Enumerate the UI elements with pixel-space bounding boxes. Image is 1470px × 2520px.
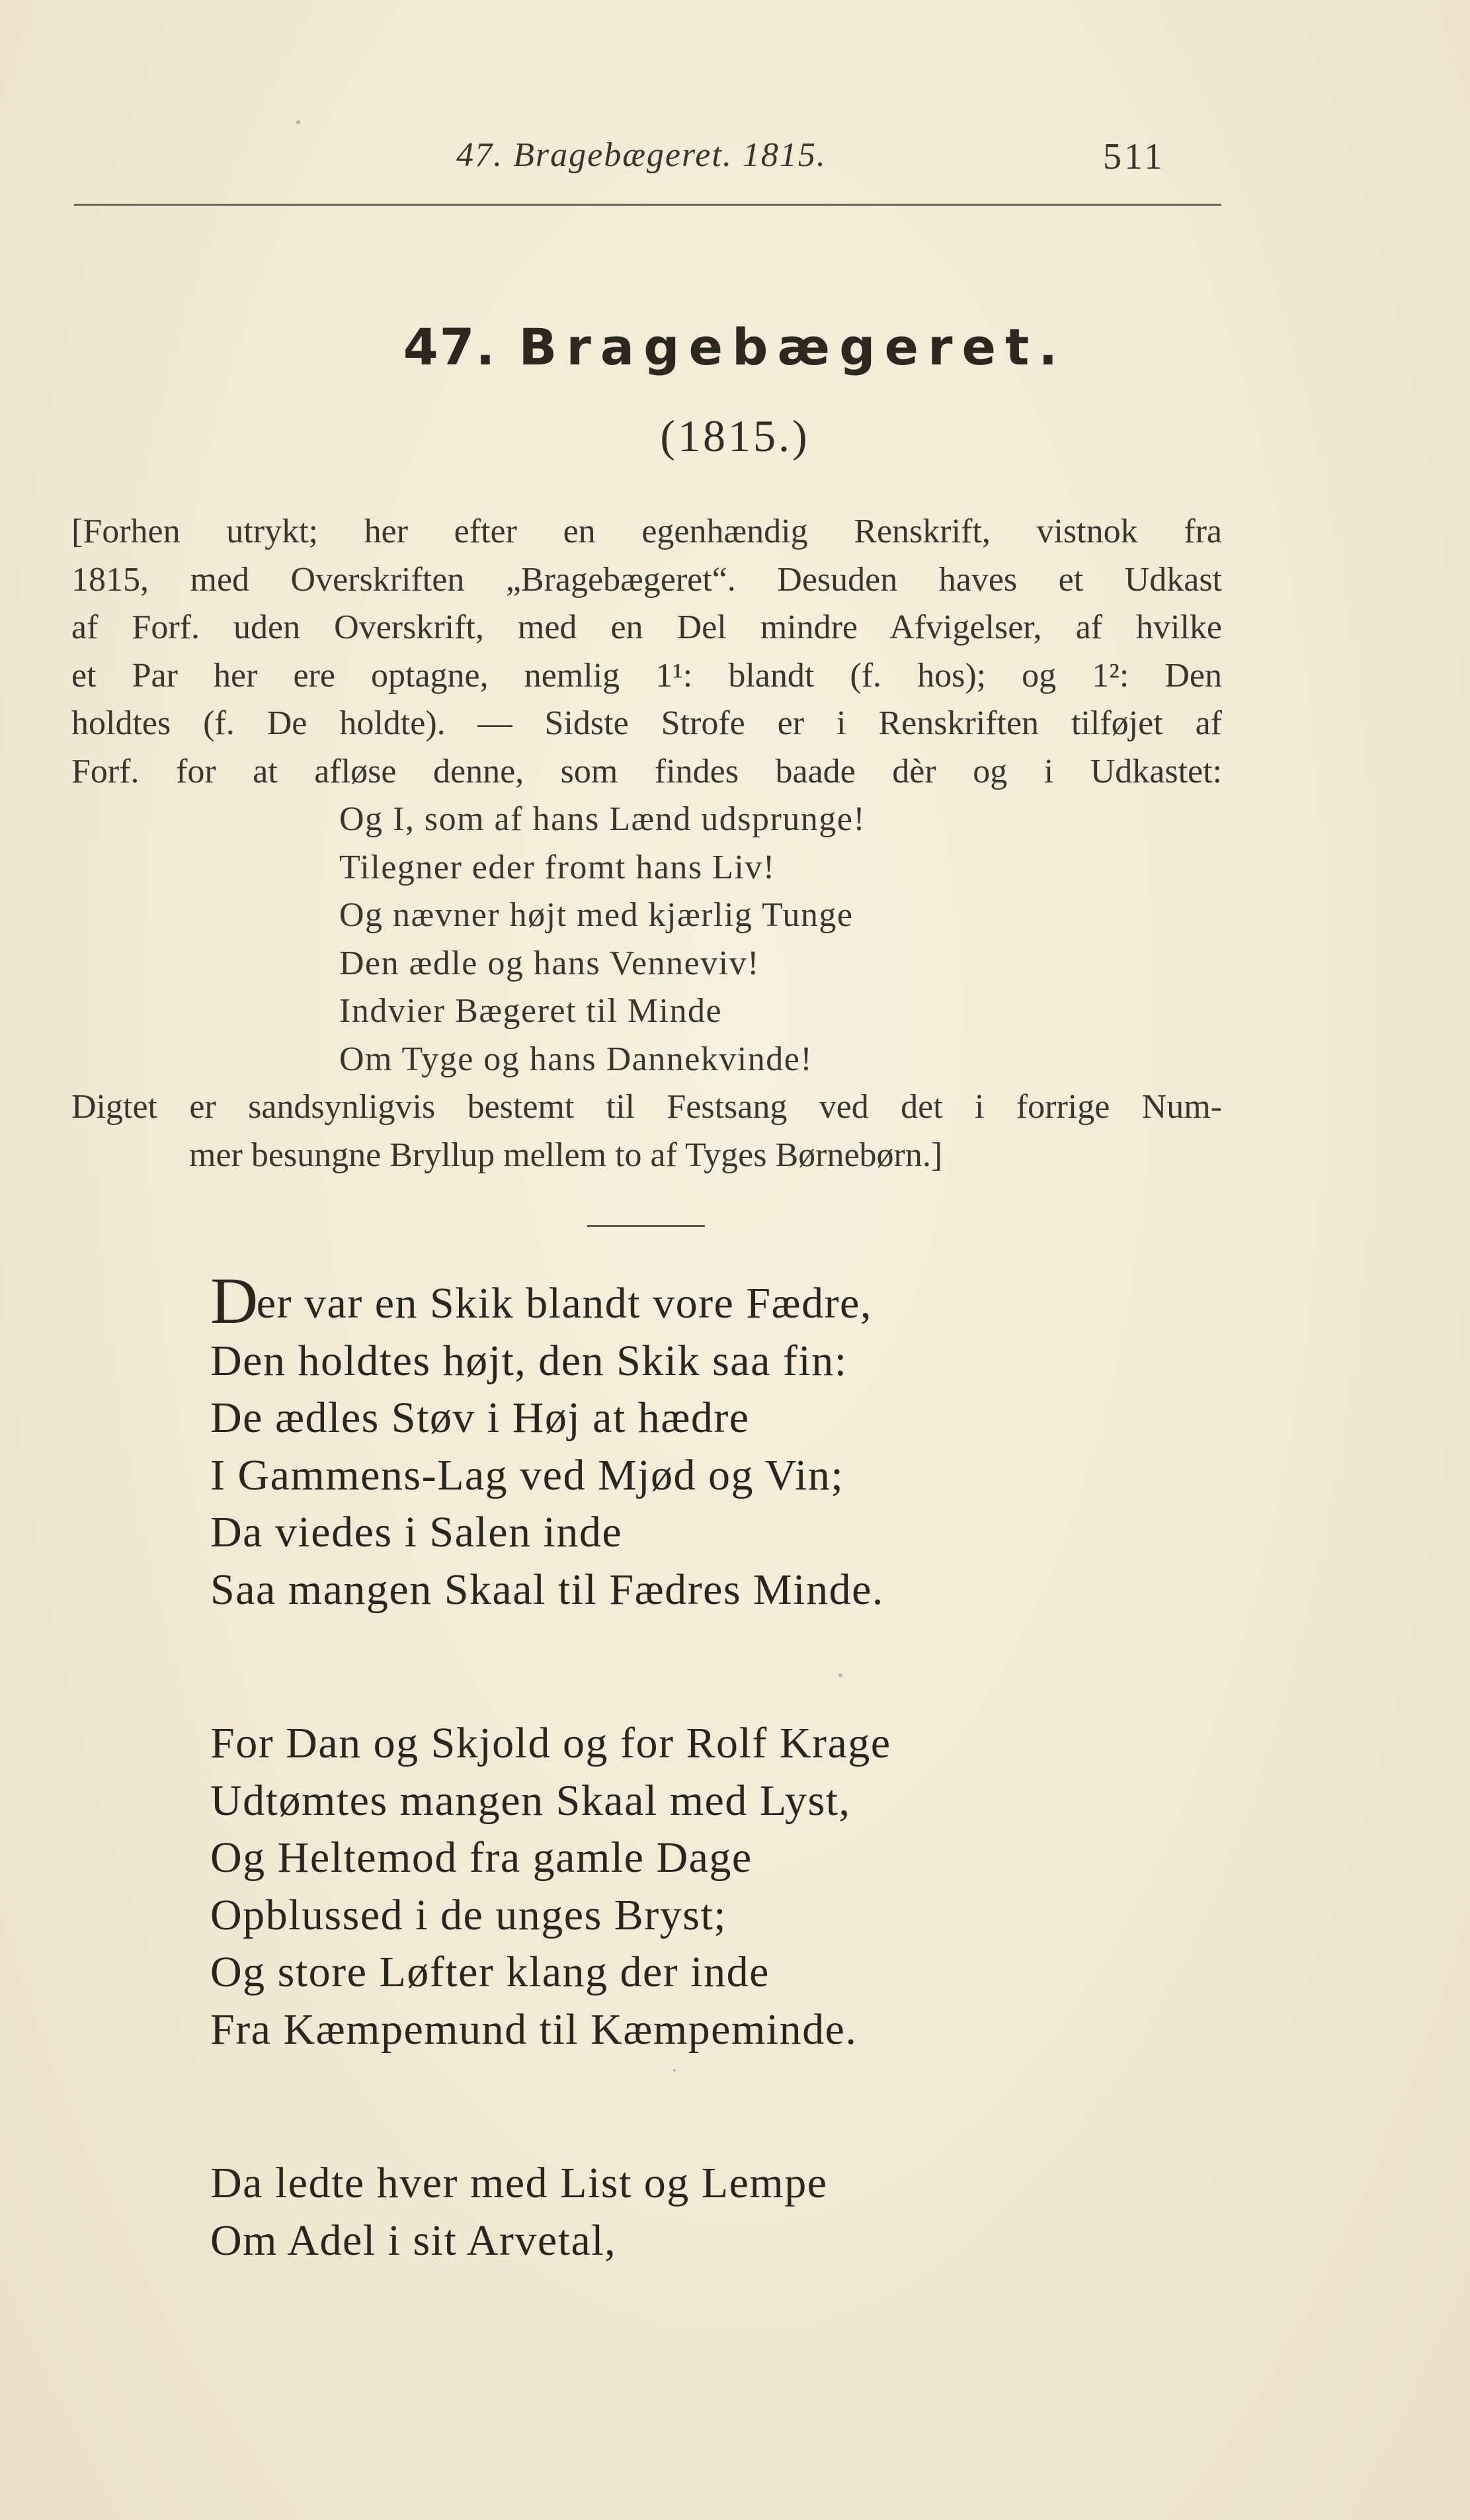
- quoted-verse-line: Tilegner eder fromt hans Liv!: [339, 848, 776, 886]
- note-line: et Par her ere optagne, nemlig 1¹: blandt (f. hos); og 1²: Den: [71, 656, 1222, 694]
- stanza-2: [210, 1715, 1202, 2058]
- quoted-verse-line: Indvier Bægeret til Minde: [339, 992, 723, 1030]
- verse-line: For Dan og Skjold og for Rolf Krage: [210, 1719, 891, 1767]
- verse-line: Fra Kæmpemund til Kæmpeminde.: [210, 2005, 858, 2054]
- paper-speck: [673, 2069, 676, 2072]
- verse-line: De ædles Støv i Høj at hædre: [210, 1394, 750, 1442]
- note-line: Forf. for at afløse denne, som findes baade dèr og i Udkastet:: [71, 752, 1222, 790]
- note-line: mer besungne Bryllup mellem to af Tyges Børnebørn.]: [189, 1136, 943, 1174]
- editorial-note: [71, 508, 1222, 1179]
- page-number: 511: [1103, 136, 1165, 177]
- note-line: [Forhen utrykt; her efter en egenhændig Renskrift, vistnok fra: [71, 513, 1222, 550]
- header-rule: [74, 204, 1221, 206]
- quoted-verse-line: Den ædle og hans Venneviv!: [339, 944, 760, 982]
- verse-line: Om Adel i sit Arvetal,: [210, 2216, 617, 2265]
- verse-line: Den holdtes højt, den Skik saa fin:: [210, 1336, 848, 1385]
- quoted-verse-line: Og nævner højt med kjærlig Tunge: [339, 896, 854, 934]
- verse-line: Udtømtes mangen Skaal med Lyst,: [210, 1776, 851, 1825]
- paper-speck: [838, 1673, 842, 1677]
- section-separator: [587, 1225, 705, 1227]
- verse-line: Og store Løfter klang der inde: [210, 1948, 770, 1996]
- note-line: Digtet er sandsynligvis bestemt til Festsang ved det i forrige Num-: [71, 1088, 1222, 1126]
- drop-cap: D: [210, 1264, 259, 1337]
- verse-line: [210, 1264, 1202, 1337]
- note-line: 1815, med Overskriften „Bragebægeret“. Desuden haves et Udkast: [71, 560, 1222, 599]
- note-line: holdtes (f. De holdte). — Sidste Strofe er i Renskriften tilføjet af: [71, 704, 1222, 742]
- poem-title: [0, 317, 1470, 376]
- quoted-verse-line: Om Tyge og hans Dannekvinde!: [339, 1040, 813, 1078]
- stanza-1: [210, 1264, 1202, 1618]
- poem-number: 47.: [403, 317, 497, 376]
- paper-speck: [296, 120, 300, 124]
- verse-line: Da ledte hver med List og Lempe: [210, 2159, 828, 2207]
- stanza-3: [210, 2155, 1202, 2269]
- note-line: af Forf. uden Overskrift, med en Del mindre Afvigelser, af hvilke: [71, 609, 1222, 646]
- poem-year: (1815.): [660, 411, 810, 461]
- verse-line: Opblussed i de unges Bryst;: [210, 1890, 727, 1939]
- verse-line-text: er var en Skik blandt vore Fædre,: [256, 1279, 872, 1327]
- verse-line: Da viedes i Salen inde: [210, 1508, 623, 1556]
- verse-line: I Gammens-Lag ved Mjød og Vin;: [210, 1450, 844, 1499]
- running-head: 47. Bragebægeret. 1815.: [456, 136, 827, 174]
- verse-line: Saa mangen Skaal til Fædres Minde.: [210, 1565, 884, 1614]
- poem-title-word: Bragebægeret.: [518, 317, 1067, 376]
- verse-line: Og Heltemod fra gamle Dage: [210, 1833, 753, 1882]
- quoted-verse-line: Og I, som af hans Lænd udsprunge!: [339, 800, 866, 838]
